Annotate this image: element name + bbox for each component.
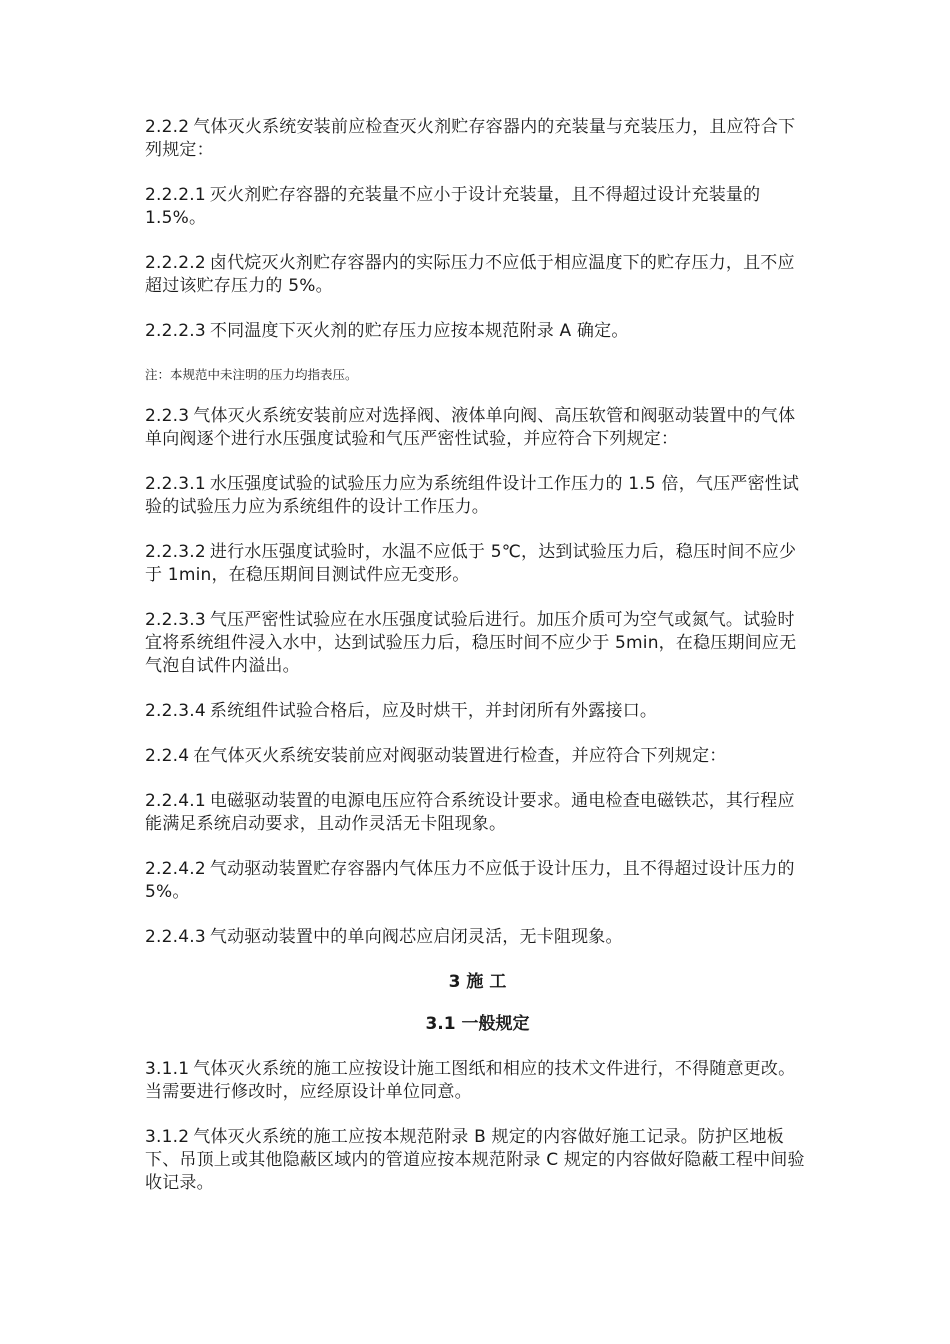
clause-text: 气动驱动装置贮存容器内气体压力不应低于设计压力，且不得超过设计压力的 5%。 xyxy=(145,859,795,902)
clause-text: 在气体灭火系统安装前应对阀驱动装置进行检查，并应符合下列规定： xyxy=(193,746,727,766)
clause-text: 气动驱动装置中的单向阀芯应启闭灵活，无卡阻现象。 xyxy=(209,927,623,947)
clause-2-2-4 xyxy=(145,745,810,768)
chapter-heading: 3 施 工 xyxy=(448,972,507,992)
clause-text: 气压严密性试验应在水压强度试验后进行。加压介质可为空气或氮气。试验时宜将系统组件浸入水中，达到试验压力后，稳压时间不应少于 5min，在稳压期间应无气泡自试件内溢出。 xyxy=(145,610,797,676)
document-page xyxy=(145,116,810,1217)
clause-number: 2.2.2.1 xyxy=(145,185,206,205)
clause-number: 2.2.3.4 xyxy=(145,701,206,721)
clause-number: 2.2.3.2 xyxy=(145,542,206,562)
clause-number: 2.2.3.1 xyxy=(145,474,206,494)
clause-text: 系统组件试验合格后，应及时烘干，并封闭所有外露接口。 xyxy=(209,701,658,721)
clause-2-2-3-2 xyxy=(145,541,810,587)
clause-2-2-3 xyxy=(145,405,810,451)
clause-number: 2.2.4 xyxy=(145,746,190,766)
clause-number: 3.1.2 xyxy=(145,1127,190,1147)
pressure-note: 注：本规范中未注明的压力均指表压。 xyxy=(145,367,358,382)
clause-number: 2.2.2 xyxy=(145,117,190,137)
clause-2-2-2-3 xyxy=(145,320,810,343)
clause-number: 2.2.2.3 xyxy=(145,321,206,341)
clause-text: 进行水压强度试验时，水温不应低于 5℃，达到试验压力后，稳压时间不应少于 1min，在稳压期间目测试件应无变形。 xyxy=(145,542,797,585)
clause-3-1-1 xyxy=(145,1058,810,1104)
section-heading: 3.1 一般规定 xyxy=(425,1014,530,1034)
clause-number: 2.2.4.3 xyxy=(145,927,206,947)
clause-2-2-2-2 xyxy=(145,252,810,298)
clause-3-1-2 xyxy=(145,1126,810,1195)
clause-text: 气体灭火系统安装前应对选择阀、液体单向阀、高压软管和阀驱动装置中的气体单向阀逐个进行水压强度试验和气压严密性试验，并应符合下列规定： xyxy=(145,406,796,449)
clause-2-2-3-3 xyxy=(145,609,810,678)
clause-text: 卤代烷灭火剂贮存容器内的实际压力不应低于相应温度下的贮存压力，且不应超过该贮存压力的 5%。 xyxy=(145,253,795,296)
clause-2-2-2-1 xyxy=(145,184,810,230)
clause-text: 气体灭火系统的施工应按本规范附录 B 规定的内容做好施工记录。防护区地板下、吊顶上或其他隐蔽区域内的管道应按本规范附录 C 规定的内容做好隐蔽工程中间验收记录。 xyxy=(145,1127,805,1193)
clause-text: 不同温度下灭火剂的贮存压力应按本规范附录 A 确定。 xyxy=(209,321,629,341)
clause-text: 水压强度试验的试验压力应为系统组件设计工作压力的 1.5 倍，气压严密性试验的试验压力应为系统组件的设计工作压力。 xyxy=(145,474,800,517)
clause-2-2-2 xyxy=(145,116,810,162)
clause-2-2-4-1 xyxy=(145,790,810,836)
clause-number: 2.2.3 xyxy=(145,406,190,426)
clause-2-2-3-1 xyxy=(145,473,810,519)
clause-number: 2.2.2.2 xyxy=(145,253,206,273)
clause-number: 2.2.3.3 xyxy=(145,610,206,630)
clause-number: 2.2.4.1 xyxy=(145,791,206,811)
clause-text: 灭火剂贮存容器的充装量不应小于设计充装量，且不得超过设计充装量的 1.5%。 xyxy=(145,185,761,228)
clause-2-2-4-3 xyxy=(145,926,810,949)
clause-2-2-3-4 xyxy=(145,700,810,723)
clause-text: 气体灭火系统安装前应检查灭火剂贮存容器内的充装量与充装压力，且应符合下列规定： xyxy=(145,117,796,160)
clause-number: 3.1.1 xyxy=(145,1059,190,1079)
clause-text: 电磁驱动装置的电源电压应符合系统设计要求。通电检查电磁铁芯，其行程应能满足系统启动要求，且动作灵活无卡阻现象。 xyxy=(145,791,795,834)
clause-2-2-4-2 xyxy=(145,858,810,904)
clause-number: 2.2.4.2 xyxy=(145,859,206,879)
clause-text: 气体灭火系统的施工应按设计施工图纸和相应的技术文件进行，不得随意更改。当需要进行修改时，应经原设计单位同意。 xyxy=(145,1059,796,1102)
